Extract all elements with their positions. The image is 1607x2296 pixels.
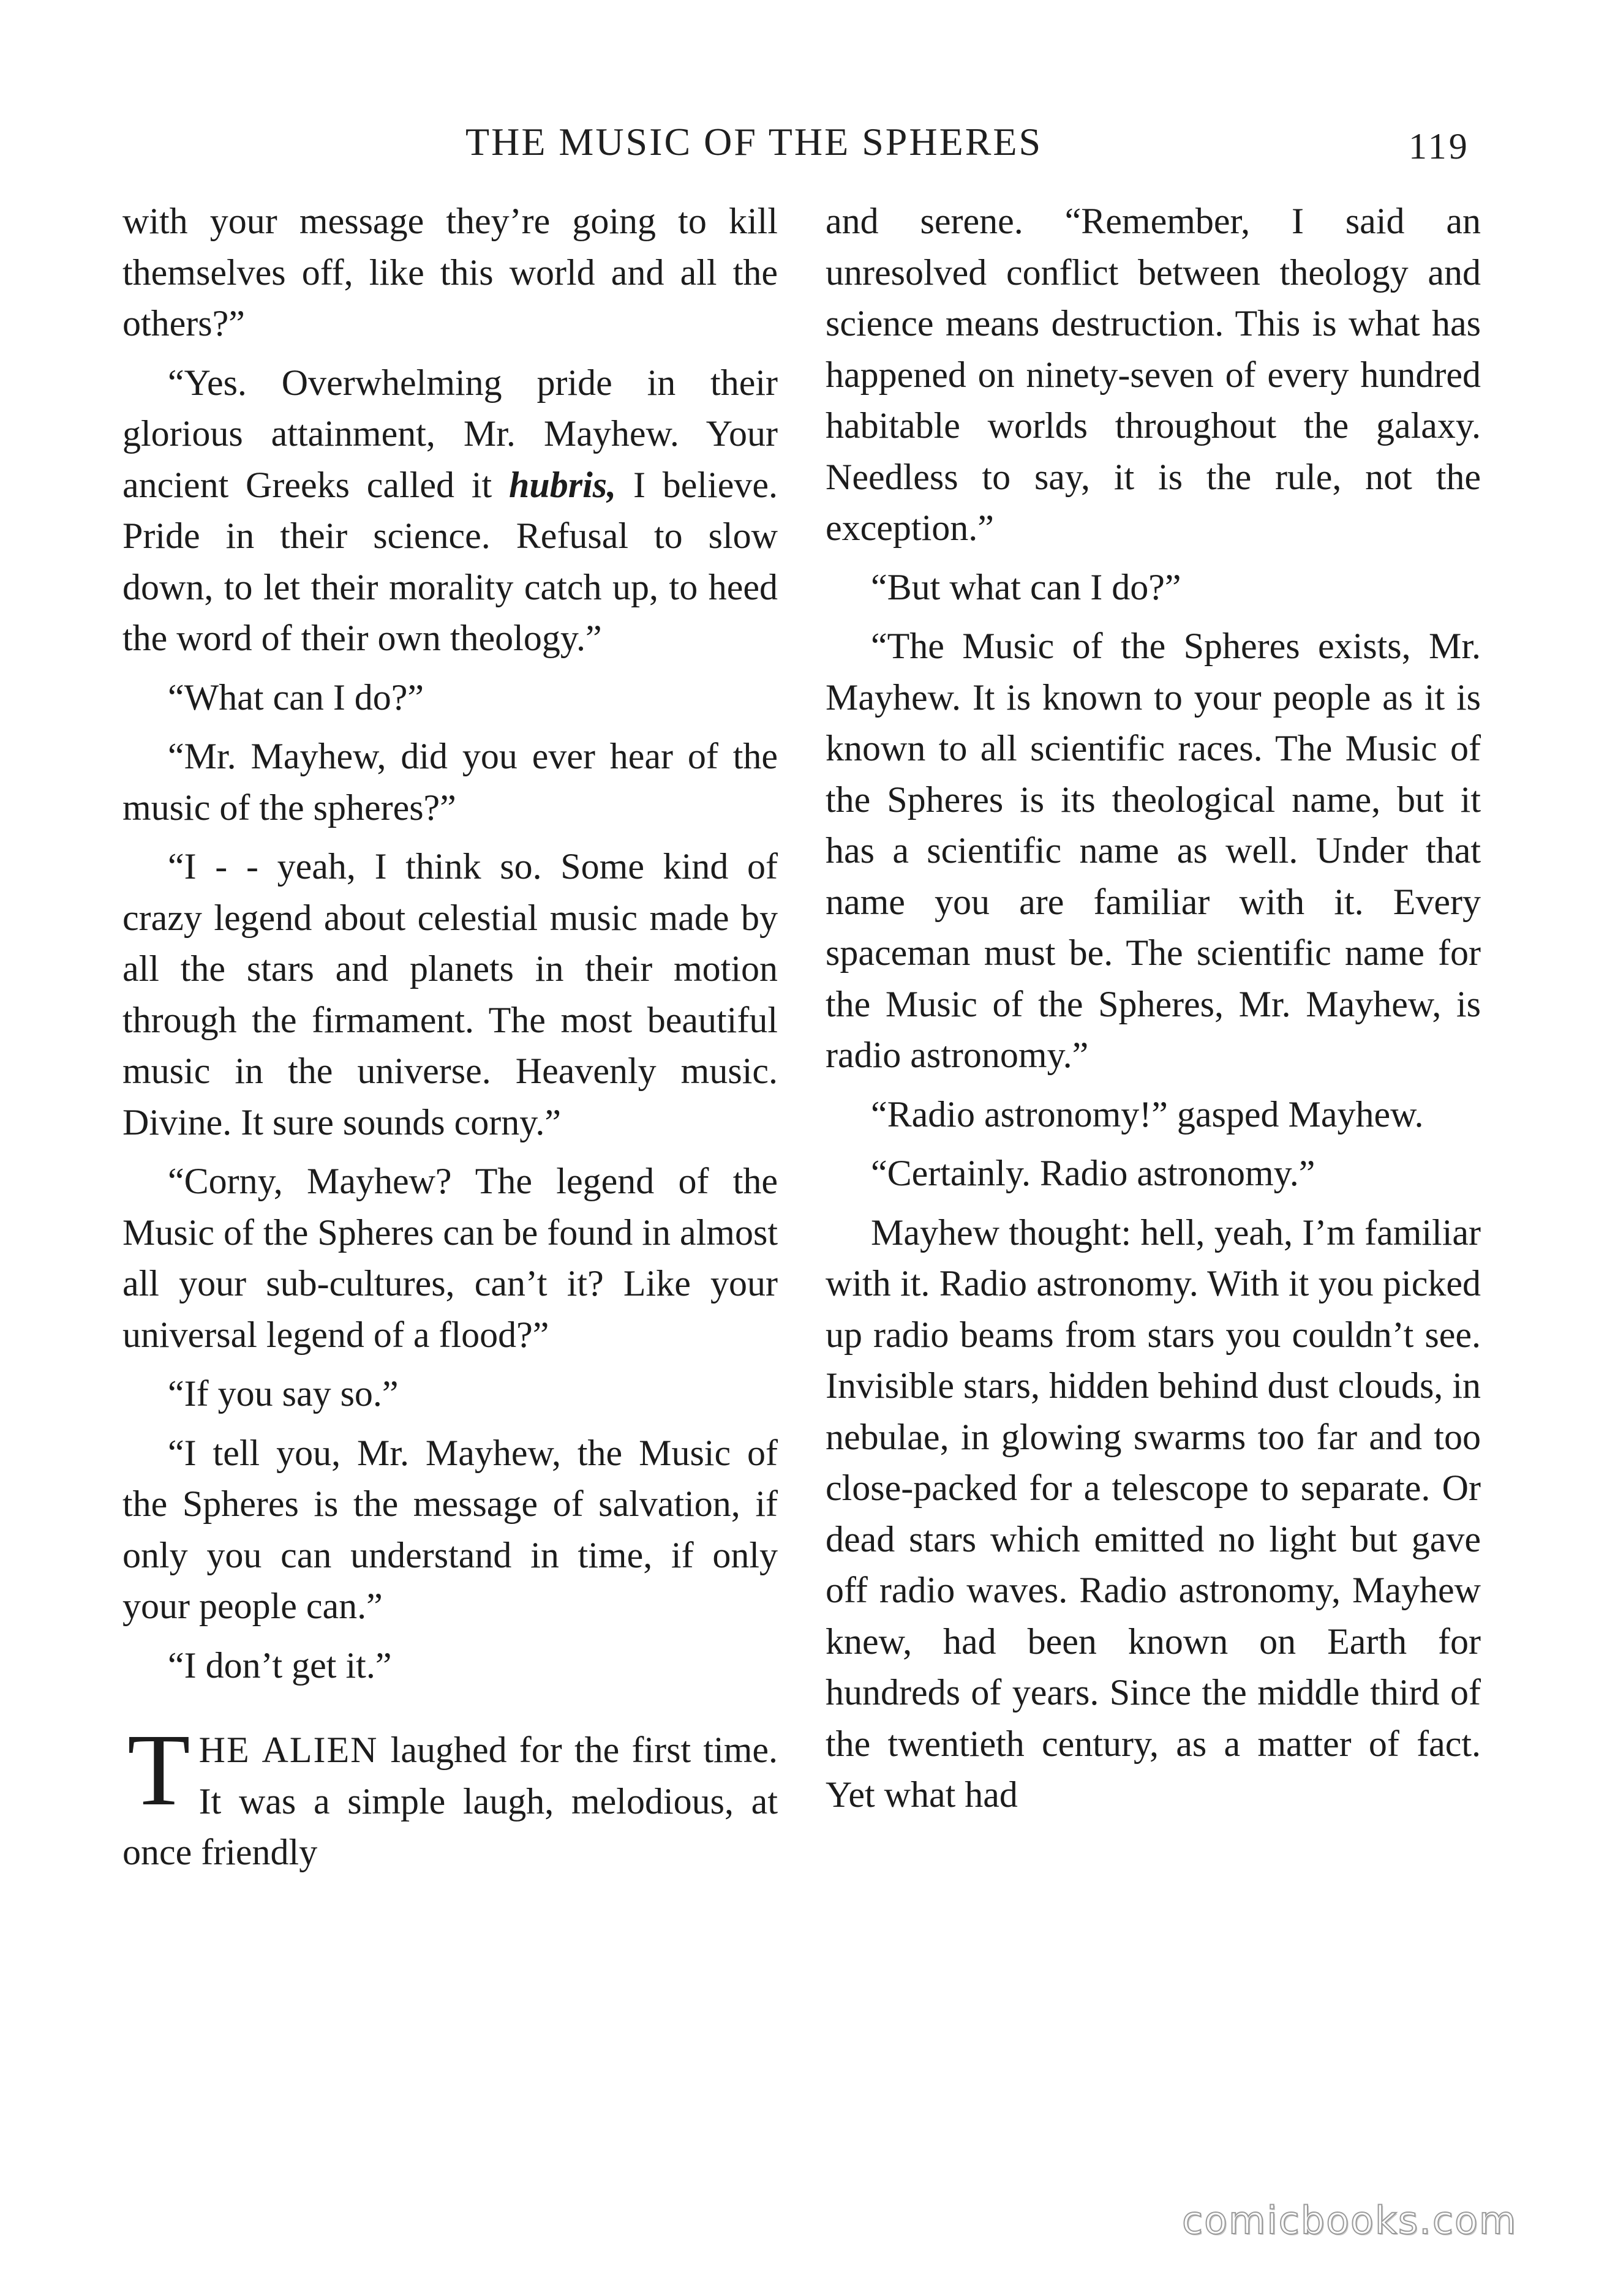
paragraph: “If you say so.” — [168, 1373, 399, 1414]
paragraph: “I don’t get it.” — [168, 1645, 392, 1686]
page-number: 119 — [1409, 126, 1470, 167]
italic-term: hubris, — [509, 464, 617, 505]
drop-cap: T — [127, 1713, 190, 1827]
lead-in-caps: HE ALIEN — [198, 1730, 378, 1770]
paragraph — [122, 358, 778, 664]
paragraph: “But what can I do?” — [871, 566, 1181, 607]
paragraph: “Certainly. Radio astronomy.” — [871, 1153, 1315, 1193]
running-title: THE MUSIC OF THE SPHERES — [465, 120, 1043, 163]
paragraph: Mayhew thought: hell, yeah, I’m familiar with it. Radio astronomy. With it you picked up radio beams from stars you couldn’t see. Invisible stars, hidden behind dust clouds, in nebulae, in glowing swarms too far and too close-packed for a telescope to separate. Or dead stars which emitted no light but gave off radio waves. Radio astronomy, Mayhew knew, had been known on Earth for hundreds of years. Since the middle third of the twentieth century, as a matter of fact. Yet what had — [826, 1212, 1481, 1815]
paragraph: with your message they’re going to kill themselves off, like this world and all the others?” — [122, 201, 778, 343]
watermark-logo: comicbooks.com — [1182, 2198, 1518, 2243]
paragraph: “The Music of the Spheres exists, Mr. Mayhew. It is known to your people as it is known to all scientific races. The Music of the Spheres is its theological name, but it has a scientific name as well. Under that name you are familiar with it. Every spaceman must be. The scientific name for the Music of the Spheres, Mr. Mayhew, is radio astronomy.” — [826, 626, 1481, 1075]
section-opening-paragraph — [122, 1713, 778, 1878]
right-column — [826, 196, 1481, 1829]
paragraph: “I tell you, Mr. Mayhew, the Music of the Spheres is the message of salvation, if only you can understand in time, if only your people can.” — [122, 1432, 778, 1626]
paragraph-text: “Yes. Overwhelming pride in their glorious attainment, Mr. Mayhew. Your ancient Greeks called it — [122, 362, 778, 505]
paragraph: “I - - yeah, I think so. Some kind of crazy legend about celestial music made by all the stars and planets in their motion through the firmament. The most beautiful music in the universe. Heavenly music. Divine. It sure sounds corny.” — [122, 846, 778, 1142]
paragraph-text: laughed for the first time. It was a simple laugh, melodious, at once friendly — [122, 1730, 778, 1872]
paragraph: “Mr. Mayhew, did you ever hear of the music of the spheres?” — [122, 736, 778, 828]
paragraph-text: I believe. Pride in their science. Refusal to slow down, to let their morality catch up, to heed the word of their own theology.” — [122, 464, 778, 658]
paragraph: “Radio astronomy!” gasped Mayhew. — [871, 1094, 1424, 1135]
paragraph: “What can I do?” — [168, 677, 424, 718]
paragraph: and serene. “Remember, I said an unresolved conflict between theology and science means destruction. This is what has happened on ninety-seven of every hundred habitable worlds throughout the galaxy. Needless to say, it is the rule, not the exception.” — [826, 201, 1481, 548]
left-column — [122, 196, 778, 1886]
paragraph: “Corny, Mayhew? The legend of the Music of the Spheres can be found in almost all your sub-cultures, can’t it? Like your universal legend of a flood?” — [122, 1161, 778, 1355]
